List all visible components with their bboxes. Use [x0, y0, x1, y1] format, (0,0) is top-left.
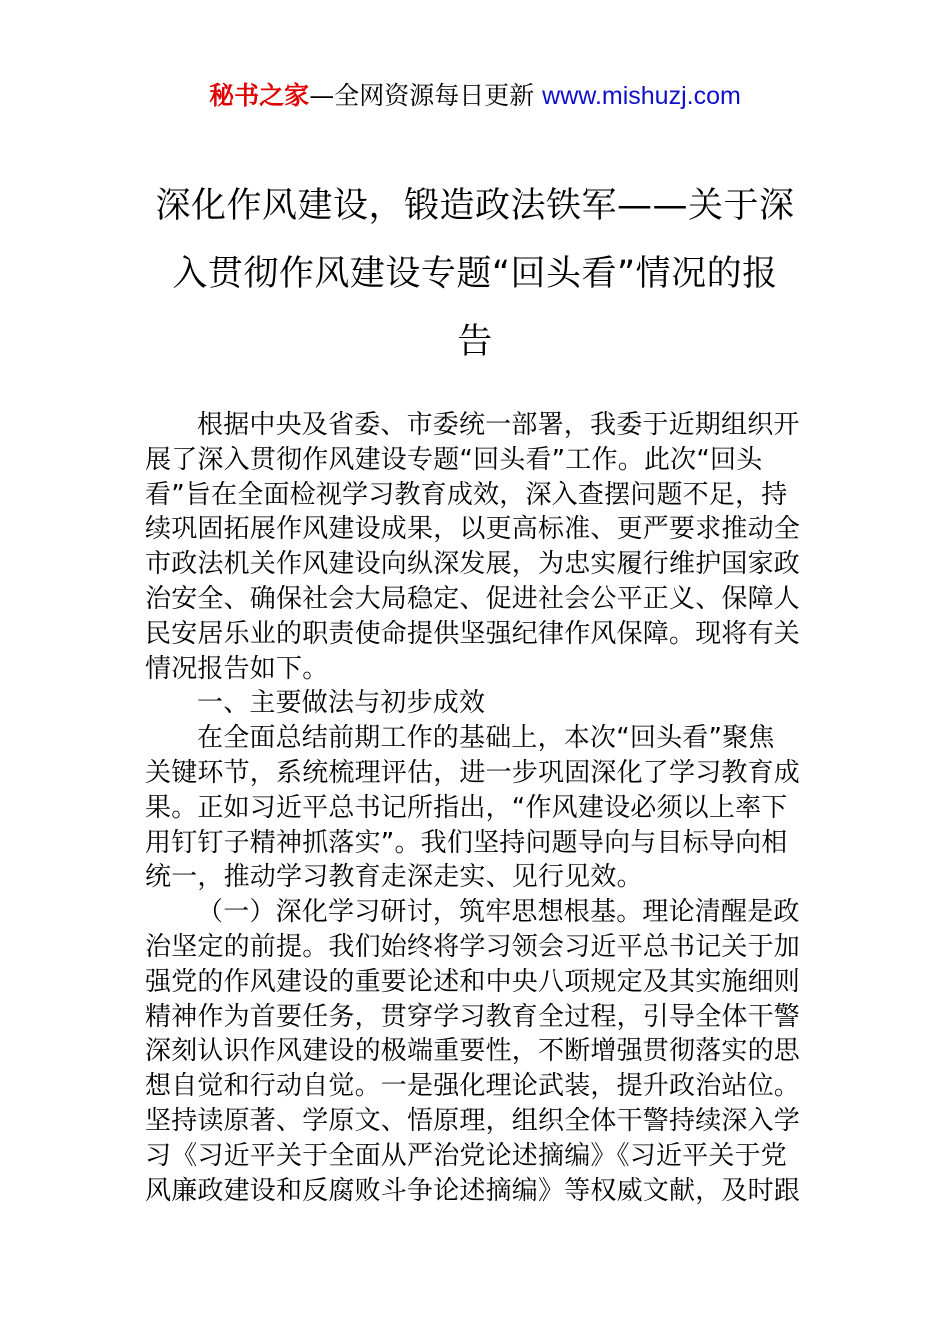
- text-line: 市政法机关作风建设向纵深发展，为忠实履行维护国家政: [145, 549, 801, 580]
- title-line: 深化作风建设，锻造政法铁军——关于深: [155, 186, 795, 226]
- text-line: 坚持读原著、学原文、悟原理，组织全体干警持续深入学: [145, 1105, 801, 1136]
- text-line: 关键环节，系统梳理评估，进一步巩固深化了学习教育成: [145, 757, 801, 788]
- title-line: 告: [457, 322, 493, 362]
- text-line: 在全面总结前期工作的基础上，本次“回头看”聚焦: [197, 723, 775, 754]
- text-line: 精神作为首要任务，贯穿学习教育全过程，引导全体干警: [145, 1001, 801, 1032]
- text-line: 强党的作风建设的重要论述和中央八项规定及其实施细则: [145, 966, 801, 997]
- title-line: 入贯彻作风建设专题“回头看”情况的报: [172, 254, 778, 294]
- paragraph-subsection-one: [145, 895, 805, 1208]
- site-header: [0, 80, 950, 112]
- paragraph-intro: [145, 408, 805, 686]
- text-line: 根据中央及省委、市委统一部署，我委于近期组织开: [197, 410, 800, 440]
- text-line: 续巩固拓展作风建设成果，以更高标准、更严要求推动全: [145, 514, 801, 545]
- text-line: 民安居乐业的职责使命提供坚强纪律作风保障。现将有关: [145, 618, 801, 649]
- text-line: 情况报告如下。: [145, 653, 329, 684]
- text-line: 深刻认识作风建设的极端重要性，不断增强贯彻落实的思: [145, 1036, 801, 1067]
- text-line: 用钉钉子精神抓落实”。我们坚持问题导向与目标导向相: [145, 827, 788, 858]
- paragraph-section-one: [145, 721, 805, 895]
- site-url-link[interactable]: www.mishuzj.com: [542, 82, 741, 110]
- text-line: 展了深入贯彻作风建设专题“回头看”工作。此次“回头: [145, 444, 763, 475]
- site-brand: 秘书之家: [209, 81, 310, 110]
- text-line: 习《习近平关于全面从严治党论述摘编》《习近平关于党: [145, 1140, 788, 1171]
- text-line: 一、主要做法与初步成效: [197, 688, 486, 719]
- text-line: 想自觉和行动自觉。一是强化理论武装，提升政治站位。: [145, 1071, 801, 1102]
- text-line: 治安全、确保社会大局稳定、促进社会公平正义、保障人: [145, 583, 801, 614]
- text-line: （一）深化学习研讨，筑牢思想根基。理论清醒是政: [197, 897, 800, 928]
- document-body: [145, 408, 805, 1208]
- section-heading: [145, 686, 805, 721]
- text-line: 看”旨在全面检视学习教育成效，深入查摆问题不足，持: [145, 479, 788, 510]
- text-line: 治坚定的前提。我们始终将学习领会习近平总书记关于加: [145, 931, 801, 962]
- text-line: 风廉政建设和反腐败斗争论述摘编》等权威文献，及时跟: [145, 1175, 801, 1206]
- site-tagline: —全网资源每日更新: [309, 81, 535, 110]
- document-title: [145, 172, 805, 376]
- text-line: 统一，推动学习教育走深走实、见行见效。: [145, 862, 643, 893]
- text-line: 果。正如习近平总书记所指出，“作风建设必须以上率下: [145, 792, 788, 823]
